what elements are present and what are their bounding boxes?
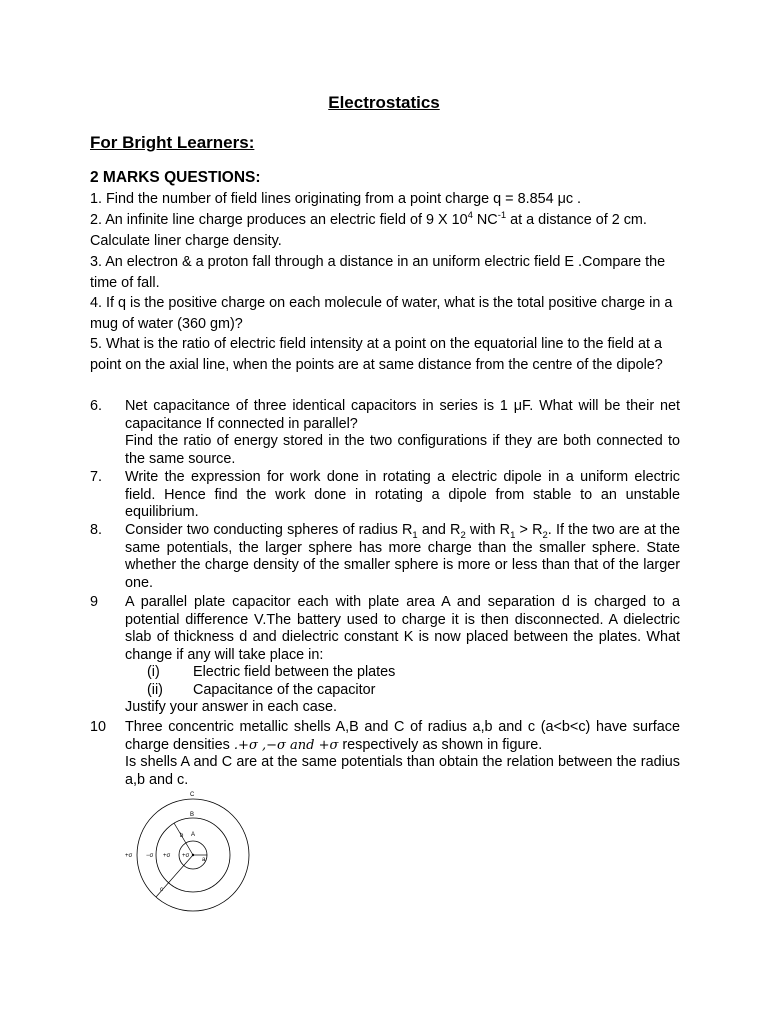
label-b-top: B — [190, 812, 195, 818]
label-a-radius: a — [202, 857, 206, 863]
question-6: 6. Net capacitance of three identical capacitors in series is 1 μF. What will be their net capacitance If connected in parallel? Find the ratio of energy stored in the two configurations if they are both connected to the same source. — [90, 398, 680, 467]
section-heading: 2 MARKS QUESTIONS: — [90, 169, 261, 186]
question-2: 2. An infinite line charge produces an electric field of 9 X $10^4$ $NC^{-1}$ at a distance of 2 cm. Calculate liner charge density. — [90, 210, 647, 249]
question-1: 1. Find the number of field lines originating from a point charge q = 8.854 μc . — [90, 191, 582, 207]
label-a-top: A — [191, 832, 196, 838]
label-c-top: C — [190, 792, 195, 798]
charge-mid: −σ — [146, 853, 154, 859]
page-title: Electrostatics — [328, 93, 440, 112]
question-4: 4. If q is the positive charge on each molecule of water, what is the total positive charge in a mug of water (360 gm)? — [90, 295, 673, 332]
question-8: 8. Consider two conducting spheres of radius $R_1$ and $R_2$ with $R_1 > R_2$. If the two are at the same potentials, the larger sphere has more charge than the smaller sphere. State whether the charge density of the smaller sphere is more or less than that of the larger one. — [90, 522, 681, 591]
question-9: 9 A parallel plate capacitor each with plate area A and separation d is charged to a potential difference V.The battery used to charge it is then disconnected. A dielectric slab of thickness d and dielectric constant K is now placed between the plates. What change if any will take place in: (i) Electric field between the plates (ii) Capacitance of the capacitor Justify your answer in each case. — [90, 594, 680, 715]
label-b-radius: b — [180, 833, 184, 839]
charge-in: +σ — [182, 853, 190, 859]
question-3: 3. An electron & a proton fall through a distance in an uniform electric field E .Compare the time of fall. — [90, 254, 666, 291]
centre-point — [192, 854, 194, 856]
subtitle: For Bright Learners: — [90, 133, 255, 152]
question-5: 5. What is the ratio of electric field intensity at a point on the equatorial line to the field at a point on the axial line, when the points are at same distance from the centre of the dipole? — [90, 336, 663, 373]
radius-b-line — [174, 823, 196, 855]
question-10: 10 Three concentric metallic shells A,B and C of radius a,b and c (a<b<c) have surface charge densities .+σ ,−σ and +σ respectively as shown in figure. Is shells A and C are at the same potentials than obtain the relation between the radius a,b and c. — [90, 719, 680, 788]
concentric-shells-figure — [118, 790, 268, 920]
charge-inner: +σ — [163, 853, 171, 859]
question-9-sub-ii: (ii) Capacitance of the capacitor — [147, 681, 376, 698]
question-7: 7. Write the expression for work done in rotating a electric dipole in a uniform electric field. Hence find the work done in rotating a dipole from stable to an unstable equilibrium. — [90, 469, 680, 520]
charge-outer: +σ — [125, 853, 133, 859]
label-c-radius: c — [160, 887, 163, 893]
question-9-sub-i: (i) Electric field between the plates — [147, 664, 396, 680]
